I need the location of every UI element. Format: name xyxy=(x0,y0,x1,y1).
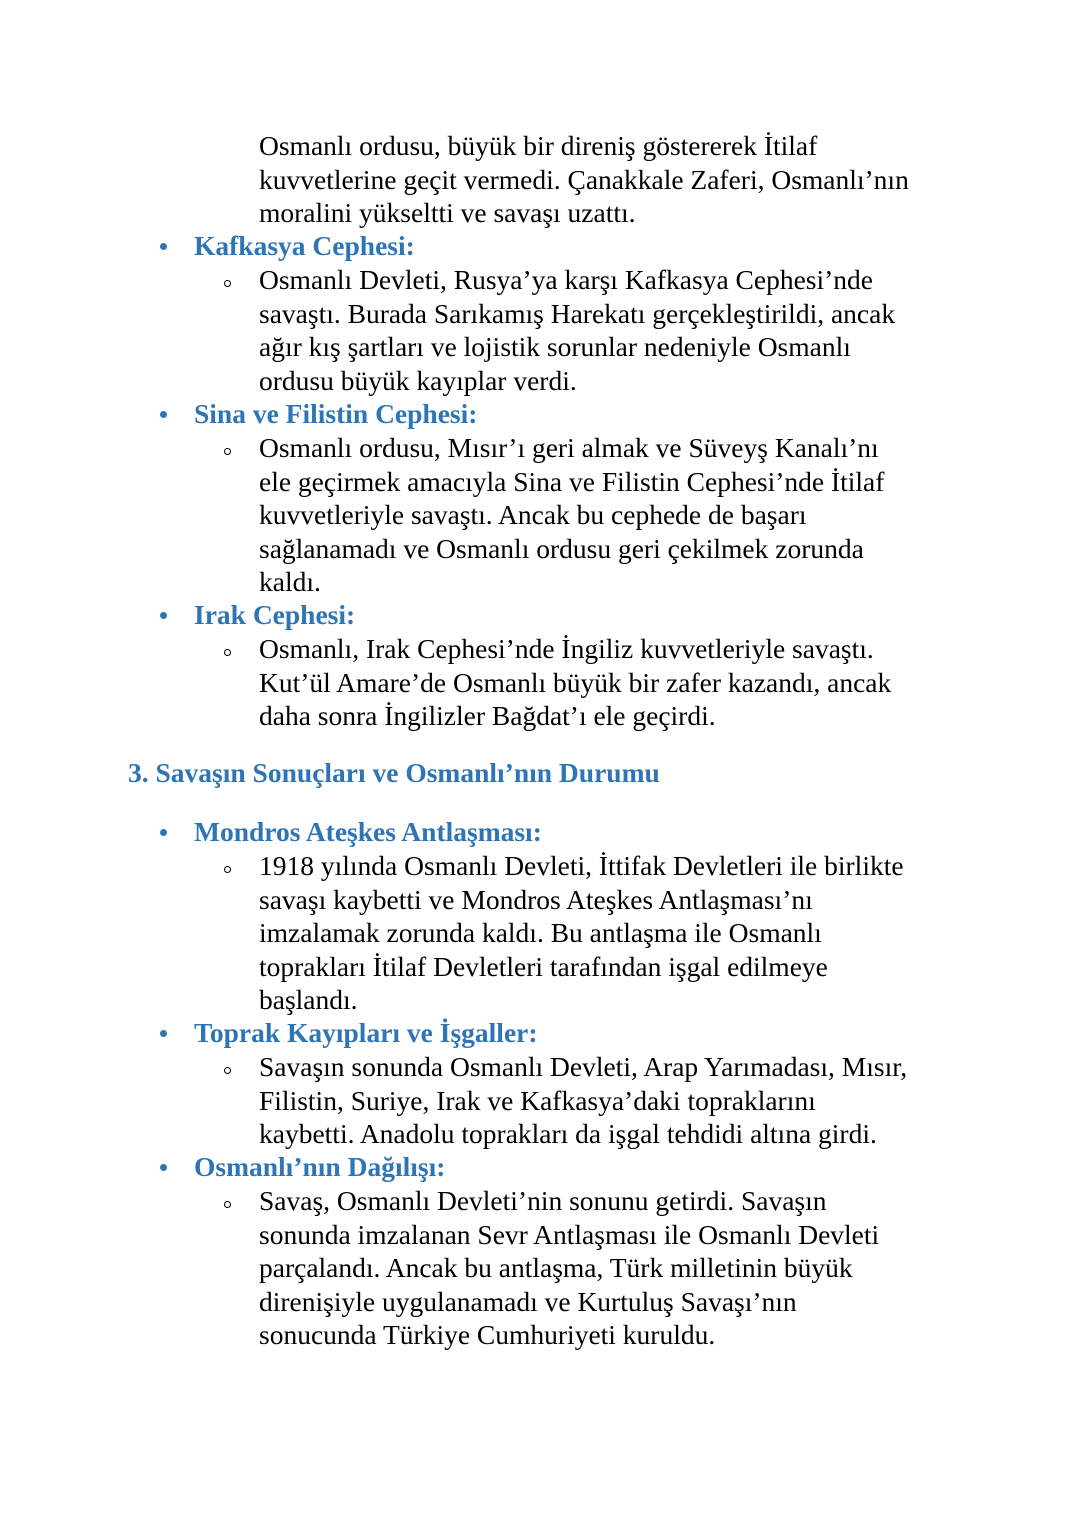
paragraph-line: savaştı. Burada Sarıkamış Harekatı gerçekleştirildi, ancak xyxy=(259,297,896,329)
paragraph-line: Osmanlı, Irak Cephesi’nde İngiliz kuvvetleriyle savaştı. xyxy=(259,633,874,664)
paragraph-line: ordusu büyük kayıplar verdi. xyxy=(259,364,577,396)
paragraph-line: moralini yükseltti ve savaşı uzattı. xyxy=(259,197,636,228)
paragraph-line: sağlanamadı ve Osmanlı ordusu geri çekilmek zorunda xyxy=(259,532,864,564)
paragraph-line: daha sonra İngilizler Bağdat’ı ele geçirdi. xyxy=(259,700,716,731)
front-paragraph-kafkasya xyxy=(259,263,959,397)
paragraph-line: kuvvetleriyle savaştı. Ancak bu cephede de başarı xyxy=(259,499,807,530)
front-paragraph-irak xyxy=(259,632,959,733)
front-paragraph-sina-filistin xyxy=(259,431,959,599)
sub-bullet-icon xyxy=(224,1067,231,1074)
paragraph-line: kuvvetlerine geçit vermedi. Çanakkale Zaferi, Osmanlı’nın xyxy=(259,163,909,195)
front-heading-kafkasya: Kafkasya Cephesi: xyxy=(194,230,415,261)
bullet-icon xyxy=(160,612,167,619)
bullet-icon xyxy=(160,829,167,836)
item-paragraph-toprak-kayiplari xyxy=(259,1050,959,1151)
paragraph-line: 1918 yılında Osmanlı Devleti, İttifak Devletleri ile birlikte xyxy=(259,850,904,881)
front-heading-irak: Irak Cephesi: xyxy=(194,599,356,630)
item-paragraph-mondros xyxy=(259,849,959,1017)
sub-bullet-icon xyxy=(224,448,231,455)
paragraph-line: Osmanlı ordusu, Mısır’ı geri almak ve Süveyş Kanalı’nı xyxy=(259,432,879,463)
item-heading-mondros: Mondros Ateşkes Antlaşması: xyxy=(194,816,542,847)
paragraph-line: kaybetti. Anadolu toprakları da işgal tehdidi altına girdi. xyxy=(259,1118,877,1149)
item-heading-toprak-kayiplari: Toprak Kayıpları ve İşgaller: xyxy=(194,1017,538,1048)
item-paragraph-dagilis xyxy=(259,1184,959,1352)
paragraph-line: imzalamak zorunda kaldı. Bu antlaşma ile Osmanlı xyxy=(259,917,822,948)
bullet-icon xyxy=(160,243,167,250)
intro-paragraph xyxy=(259,129,959,230)
bullet-icon xyxy=(160,411,167,418)
paragraph-line: ağır kış şartları ve lojistik sorunlar nedeniyle Osmanlı xyxy=(259,331,851,362)
paragraph-line: Kut’ül Amare’de Osmanlı büyük bir zafer kazandı, ancak xyxy=(259,666,892,698)
sub-bullet-icon xyxy=(224,280,231,287)
paragraph-line: Osmanlı Devleti, Rusya’ya karşı Kafkasya Cephesi’nde xyxy=(259,264,873,295)
paragraph-line: Savaşın sonunda Osmanlı Devleti, Arap Yarımadası, Mısır, xyxy=(259,1051,908,1082)
paragraph-line: Osmanlı ordusu, büyük bir direniş göstererek İtilaf xyxy=(259,130,818,161)
paragraph-line: Filistin, Suriye, Irak ve Kafkasya’daki topraklarını xyxy=(259,1084,816,1116)
paragraph-line: kaldı. xyxy=(259,566,321,597)
paragraph-line: direnişiyle uygulanamadı ve Kurtuluş Savaşı’nın xyxy=(259,1285,797,1317)
item-heading-dagilis: Osmanlı’nın Dağılışı: xyxy=(194,1151,446,1182)
paragraph-line: toprakları İtilaf Devletleri tarafından işgal edilmeye xyxy=(259,950,828,982)
section-title: 3. Savaşın Sonuçları ve Osmanlı’nın Durumu xyxy=(128,757,660,788)
paragraph-line: parçalandı. Ancak bu antlaşma, Türk milletinin büyük xyxy=(259,1252,853,1283)
paragraph-line: Savaş, Osmanlı Devleti’nin sonunu getirdi. Savaşın xyxy=(259,1185,827,1216)
sub-bullet-icon xyxy=(224,1201,231,1208)
sub-bullet-icon xyxy=(224,866,231,873)
bullet-icon xyxy=(160,1030,167,1037)
paragraph-line: başlandı. xyxy=(259,984,358,1015)
paragraph-line: ele geçirmek amacıyla Sina ve Filistin Cephesi’nde İtilaf xyxy=(259,465,885,497)
paragraph-line: sonunda imzalanan Sevr Antlaşması ile Osmanlı Devleti xyxy=(259,1218,880,1250)
sub-bullet-icon xyxy=(224,649,231,656)
paragraph-line: sonucunda Türkiye Cumhuriyeti kuruldu. xyxy=(259,1319,716,1350)
paragraph-line: savaşı kaybetti ve Mondros Ateşkes Antlaşması’nı xyxy=(259,883,813,915)
bullet-icon xyxy=(160,1164,167,1171)
front-heading-sina-filistin: Sina ve Filistin Cephesi: xyxy=(194,398,478,429)
